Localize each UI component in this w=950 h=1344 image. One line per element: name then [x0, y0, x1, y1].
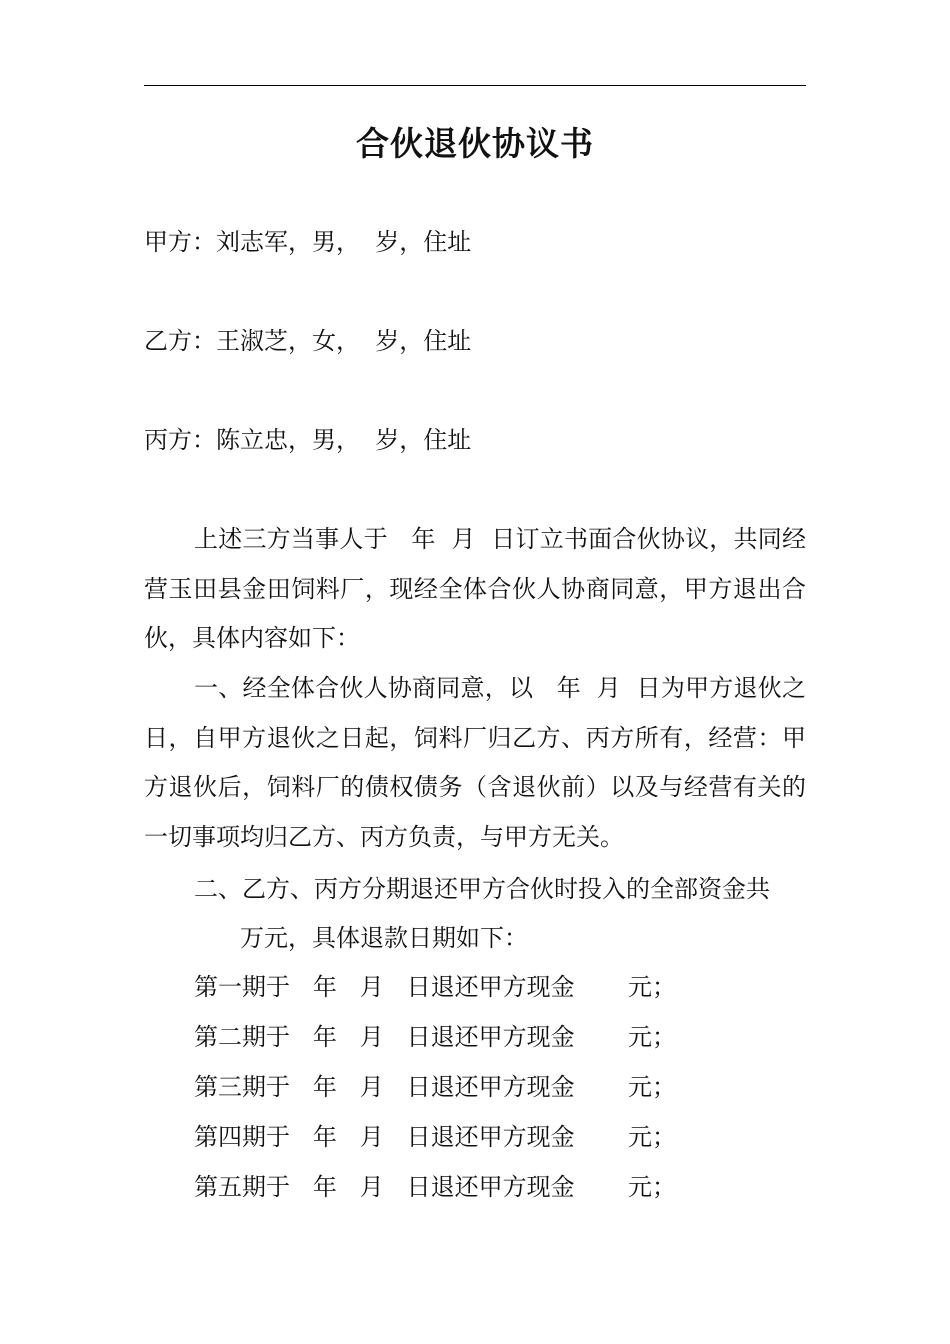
party-a: 甲方：刘志军，男， 岁，住址 — [144, 228, 472, 256]
payment-period: 第一期于 年 月 日退还甲方现金 元； — [194, 973, 677, 1001]
payment-period: 第五期于 年 月 日退还甲方现金 元； — [194, 1173, 677, 1201]
payment-period: 第二期于 年 月 日退还甲方现金 元； — [194, 1023, 677, 1051]
payment-period: 第四期于 年 月 日退还甲方现金 元； — [194, 1123, 677, 1151]
clause-two-line1: 二、乙方、丙方分期退还甲方合伙时投入的全部资金共 — [194, 875, 770, 903]
payment-period: 第三期于 年 月 日退还甲方现金 元； — [194, 1073, 677, 1101]
intro-paragraph: 上述三方当事人于 年 月 日订立书面合伙协议，共同经营玉田县金田饲料厂，现经全体合伙人协商同意，甲方退出合伙，具体内容如下： — [144, 525, 806, 652]
document-title: 合伙退伙协议书 — [356, 124, 594, 163]
party-b: 乙方：王淑芝，女， 岁，住址 — [144, 327, 472, 355]
header-rule — [144, 85, 806, 86]
clause-one: 一、经全体合伙人协商同意，以 年 月 日为甲方退伙之日，自甲方退伙之日起，饲料厂归乙方、丙方所有，经营：甲方退伙后，饲料厂的债权债务（含退伙前）以及与经营有关的一切事项均归乙方、丙方负责，与甲方无关。 — [144, 674, 806, 851]
clause-two-line2: 万元，具体退款日期如下： — [240, 924, 528, 952]
party-c: 丙方：陈立忠，男， 岁，住址 — [144, 426, 472, 454]
